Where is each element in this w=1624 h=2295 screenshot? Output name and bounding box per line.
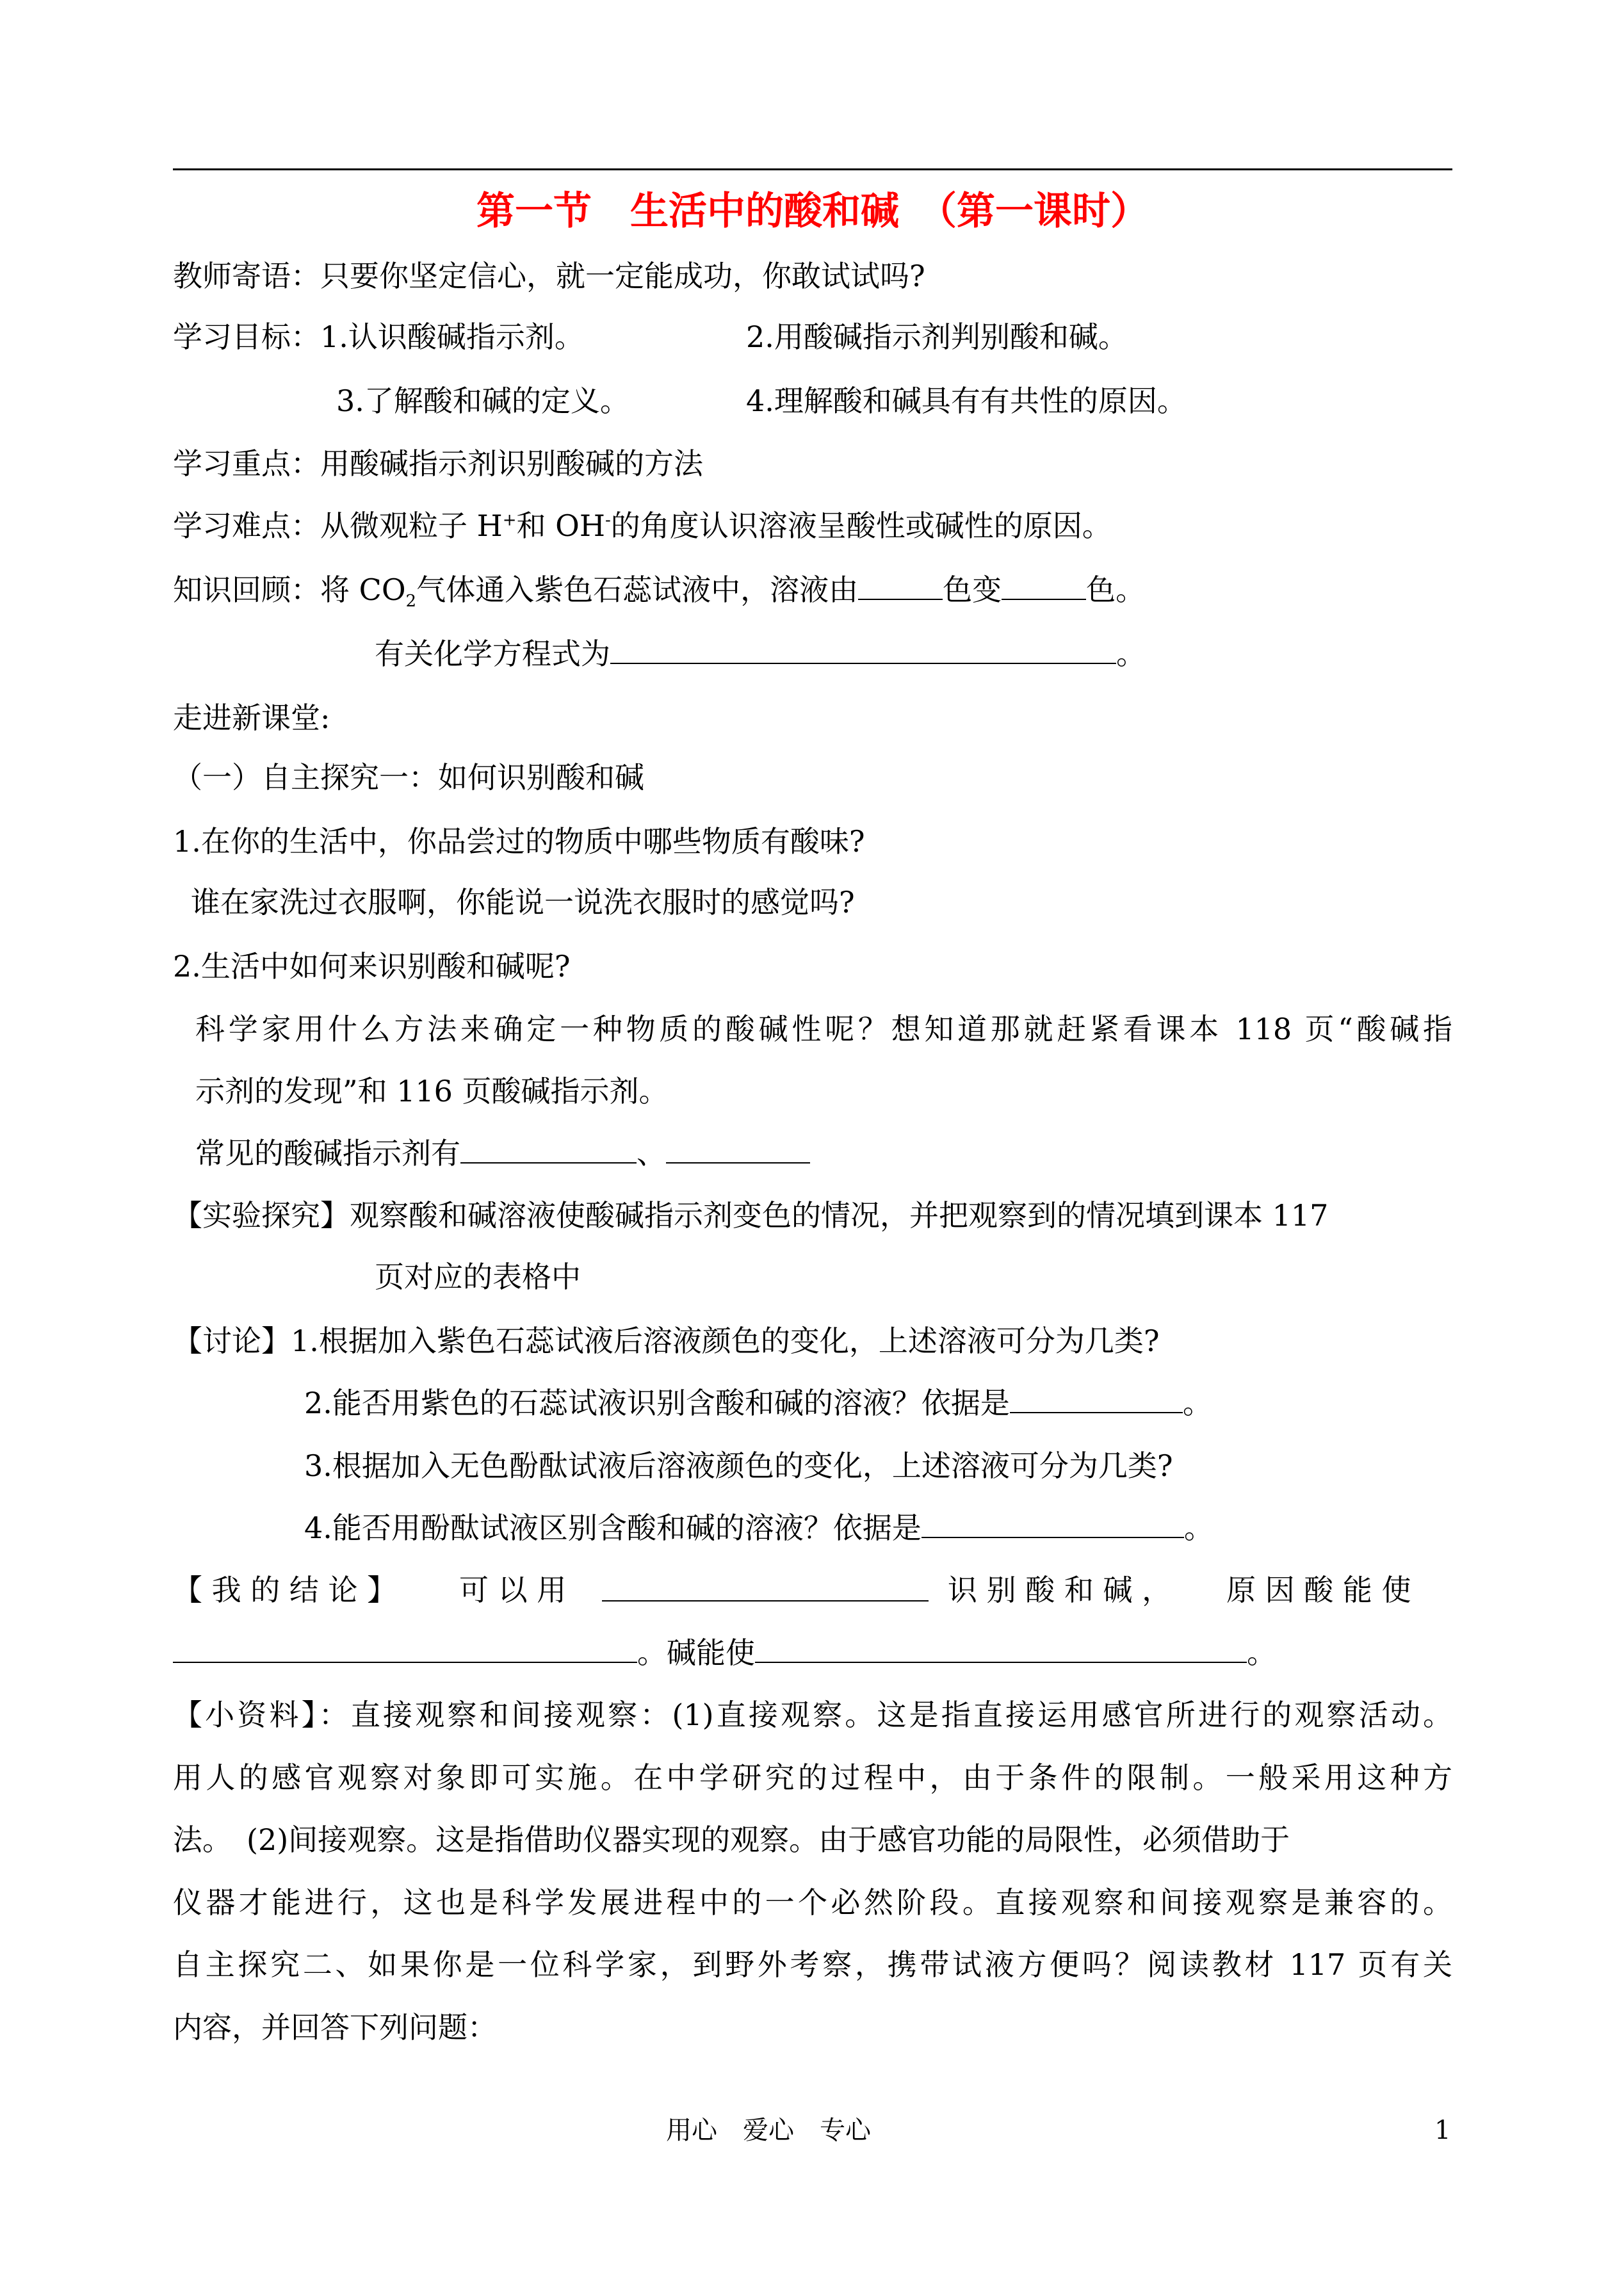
blank-color-from[interactable] — [858, 573, 943, 600]
experiment-text-a: 观察酸和碱溶液使酸碱指示剂变色的情况，并把观察到的情况填到课本 117 — [350, 1198, 1329, 1233]
conclusion-text-d: 。碱能使 — [637, 1635, 755, 1670]
header-rule — [173, 168, 1452, 170]
question-2a: 科学家用什么方法来确定一种物质的酸碱性呢？想知道那就赶紧看课本 118 页“酸碱指 — [195, 1012, 1452, 1046]
info-line-1 — [173, 1695, 1452, 1735]
difficulty-text-a: 学习难点：从微观粒子 H — [173, 508, 503, 543]
page-title: 第一节 生活中的酸和碱 （第一课时） — [476, 189, 1149, 234]
discussion-4 — [304, 1508, 1214, 1548]
conclusion-label: 【 我 的 结 论 】 — [173, 1573, 397, 1607]
objective-2: 2.用酸碱指示剂判别酸和碱。 — [746, 320, 1128, 354]
discussion-3: 3.根据加入无色酚酞试液后溶液颜色的变化，上述溶液可分为几类? — [304, 1448, 1173, 1483]
blank-indicator-2[interactable] — [666, 1137, 810, 1164]
objective-4: 4.理解酸和碱具有有共性的原因。 — [746, 384, 1187, 418]
discussion-2 — [304, 1383, 1212, 1423]
discussion-2-end: 。 — [1182, 1386, 1212, 1420]
difficulty — [173, 506, 1112, 546]
conclusion-text-e: 。 — [1247, 1635, 1276, 1670]
difficulty-text-b: 和 OH — [516, 508, 605, 543]
section-2-line-1: 自主探究二、如果你是一位科学家，到野外考察，携带试液方便吗？阅读教材 117 页有关 — [173, 1947, 1452, 1982]
common-indicators — [195, 1133, 810, 1173]
objective-1: 1.认识酸碱指示剂。 — [320, 320, 584, 354]
objectives-line-1 — [173, 317, 584, 357]
page-number: 1 — [1434, 2116, 1451, 2145]
new-lesson-heading: 走进新课堂: — [173, 701, 330, 735]
oh-ion-charge: - — [605, 510, 611, 530]
question-2b: 示剂的发现”和 116 页酸碱指示剂。 — [195, 1074, 669, 1108]
discussion-label: 【讨论】 — [173, 1324, 291, 1358]
review-line-1 — [173, 570, 1145, 610]
review-text-f: 。 — [1116, 637, 1146, 671]
section-2-line-2: 内容，并回答下列问题： — [173, 2010, 497, 2045]
review-text-b: 气体通入紫色石蕊试液中，溶液由 — [416, 572, 859, 607]
experiment-line-2: 页对应的表格中 — [375, 1260, 581, 1294]
conclusion-line-2 — [173, 1633, 1276, 1673]
info-line-2: 用人的感官观察对象即可实施。在中学研究的过程中，由于条件的限制。一般采用这种方 — [173, 1760, 1452, 1795]
discussion-4-text: 4.能否用酚酞试液区别含酸和碱的溶液？依据是 — [304, 1511, 922, 1545]
question-1b: 谁在家洗过衣服啊，你能说一说洗衣服时的感觉吗? — [191, 885, 855, 920]
conclusion-text-a: 可 以 用 — [459, 1573, 567, 1607]
common-text-a: 常见的酸碱指示剂有 — [195, 1136, 460, 1171]
objective-3: 3.了解酸和碱的定义。 — [336, 384, 629, 418]
discussion-4-end: 。 — [1183, 1511, 1214, 1545]
info-label: 【小资料】 — [173, 1698, 319, 1732]
blank-indicator-1[interactable] — [460, 1137, 637, 1164]
blank-conclusion-1[interactable] — [602, 1575, 929, 1602]
info-line-4: 仪器才能进行，这也是科学发展进程中的一个必然阶段。直接观察和间接观察是兼容的。 — [173, 1885, 1452, 1920]
conclusion-text-b: 识 别 酸 和 碱 ， — [948, 1573, 1172, 1607]
question-2: 2.生活中如何来识别酸和碱呢? — [173, 949, 571, 984]
footer-motto: 用心 爱心 专心 — [666, 2116, 871, 2145]
question-1: 1.在你的生活中，你品尝过的物质中哪些物质有酸味? — [173, 824, 865, 859]
blank-conclusion-2[interactable] — [173, 1636, 637, 1663]
h-ion-charge: + — [502, 510, 517, 530]
key-point: 学习重点：用酸碱指示剂识别酸碱的方法 — [173, 446, 703, 481]
blank-discussion-2[interactable] — [1010, 1386, 1183, 1413]
review-text-d: 色。 — [1086, 572, 1146, 607]
conclusion-text-c: 原 因 酸 能 使 — [1226, 1573, 1411, 1607]
review-text-e: 有关化学方程式为 — [375, 637, 610, 671]
section-1-heading: （一）自主探究一：如何识别酸和碱 — [173, 760, 644, 795]
experiment-line-1 — [173, 1196, 1328, 1235]
discussion-1: 1.根据加入紫色石蕊试液后溶液颜色的变化，上述溶液可分为几类? — [291, 1324, 1160, 1358]
discussion-line-1 — [173, 1321, 1160, 1361]
blank-discussion-4[interactable] — [922, 1511, 1184, 1538]
blank-conclusion-3[interactable] — [755, 1636, 1247, 1663]
blank-color-to[interactable] — [1002, 573, 1086, 600]
info-text-1: ：直接观察和间接观察：(1)直接观察。这是指直接运用感官所进行的观察活动。 — [318, 1698, 1452, 1732]
teacher-words: 教师寄语：只要你坚定信心，就一定能成功，你敢试试吗? — [173, 259, 925, 293]
co2-subscript: 2 — [405, 592, 417, 612]
blank-equation[interactable] — [610, 637, 1116, 664]
review-text-c: 色变 — [943, 572, 1002, 607]
experiment-label: 【实验探究】 — [173, 1198, 350, 1233]
difficulty-text-c: 的角度认识溶液呈酸性或碱性的原因。 — [610, 508, 1112, 543]
common-text-b: 、 — [637, 1136, 666, 1171]
info-line-3: 法。 (2)间接观察。这是指借助仪器实现的观察。由于感官功能的局限性，必须借助于 — [173, 1822, 1290, 1857]
discussion-2-text: 2.能否用紫色的石蕊试液识别含酸和碱的溶液？依据是 — [304, 1386, 1010, 1420]
objectives-label: 学习目标： — [173, 320, 320, 354]
review-text-a: 知识回顾：将 CO — [173, 572, 406, 607]
review-line-2 — [375, 634, 1146, 674]
